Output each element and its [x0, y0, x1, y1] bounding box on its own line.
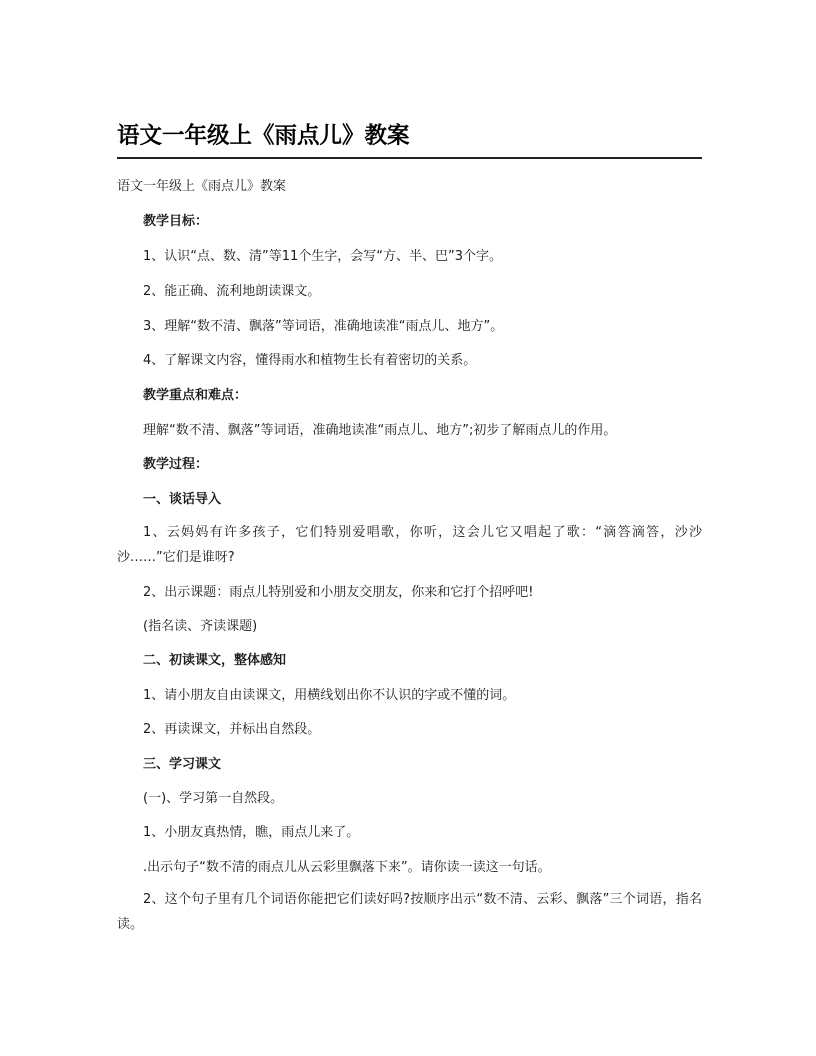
objective-item: 1、认识“点、数、清”等11个生字，会写“方、半、巴”3个字。	[143, 249, 503, 264]
subsection-heading: 一、谈话导入	[143, 492, 222, 507]
process-step-paragraph: 2、这个句子里有几个词语你能把它们读好吗?按顺序出示“数不清、云彩、飘落”三个词语，指名读。	[117, 892, 702, 932]
process-step-paragraph: 2、再读课文，并标出自然段。	[143, 722, 321, 737]
process-step-paragraph: .出示句子“数不清的雨点儿从云彩里飘落下来”。请你读一读这一句话。	[143, 860, 551, 875]
key-points-text: 理解“数不清、飘落”等词语，准确地读准“雨点儿、地方”;初步了解雨点儿的作用。	[143, 423, 617, 438]
sub-subsection-heading: (一)、学习第一自然段。	[143, 791, 284, 806]
objective-item: 4、了解课文内容，懂得雨水和植物生长有着密切的关系。	[143, 353, 477, 368]
section-heading-key-points: 教学重点和难点：	[143, 388, 248, 403]
process-step-paragraph: 1、小朋友真热情，瞧，雨点儿来了。	[143, 825, 360, 840]
title-underline	[117, 157, 702, 159]
section-heading-objectives: 教学目标：	[143, 214, 209, 229]
subsection-heading: 三、学习课文	[143, 757, 222, 772]
process-step-paragraph: 1、云妈妈有许多孩子，它们特别爱唱歌，你听，这会儿它又唱起了歌：“滴答滴答，沙沙沙……”它们是谁呀?	[117, 525, 702, 565]
process-note: (指名读、齐读课题)	[143, 619, 258, 634]
document-title: 语文一年级上《雨点儿》教案	[117, 123, 410, 149]
objective-item: 3、理解“数不清、飘落”等词语，准确地读准“雨点儿、地方”。	[143, 319, 504, 334]
objective-item: 2、能正确、流利地朗读课文。	[143, 284, 321, 299]
process-step-paragraph: 1、请小朋友自由读课文，用横线划出你不认识的字或不懂的词。	[143, 688, 516, 703]
section-heading-process: 教学过程：	[143, 457, 209, 472]
subsection-heading: 二、初读课文，整体感知	[143, 653, 287, 668]
process-step-paragraph: 2、出示课题：雨点儿特别爱和小朋友交朋友，你来和它打个招呼吧!	[143, 585, 534, 600]
subtitle-paragraph: 语文一年级上《雨点儿》教案	[117, 179, 287, 194]
